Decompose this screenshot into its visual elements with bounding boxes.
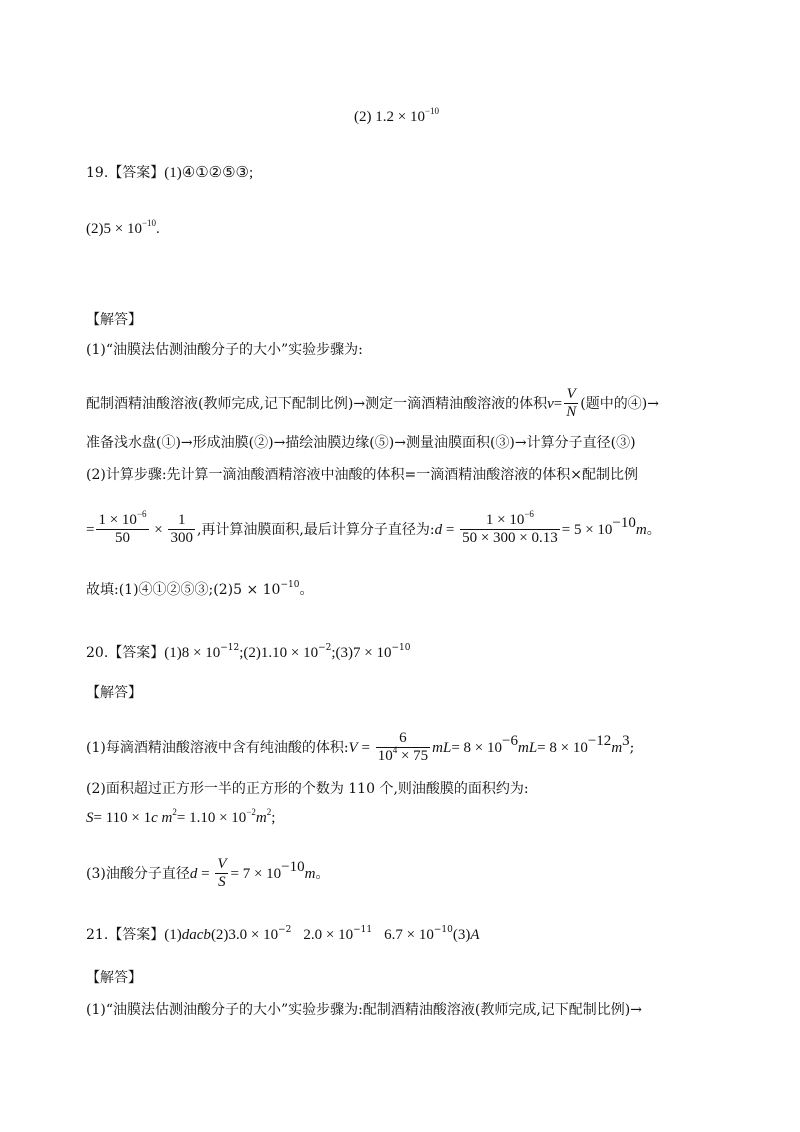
q20-line3-end: ;	[271, 810, 276, 826]
q19-line2: 配制酒精油酸溶液(教师完成,记下配制比例)→测定一滴酒精油酸溶液的体积v= $\frac{V}{N}$ (题中的④)→	[86, 386, 659, 421]
q19-line1: (1)“油膜法估测油酸分子的大小”实验步骤为:	[86, 342, 363, 358]
q20-line2: (2)面积超过正方形一半的正方形的个数为 110 个,则油酸膜的面积约为:	[86, 781, 529, 797]
q20-line1: (1)每滴酒精油酸溶液中含有纯油酸的体积:V = $\frac{6}{10^4 \times 75}$ $mL= 8 \times 10^{-6}mL= 8 \times 10^{-12}m^3$;	[86, 730, 635, 765]
q21-line1: (1)“油膜法估测油酸分子的大小”实验步骤为:配制酒精油酸溶液(教师完成,记下配制比例)→	[86, 1002, 642, 1018]
q19-frac2-den: 300	[170, 530, 193, 547]
q19-part1: (1)④①②⑤③;	[164, 165, 254, 181]
q20-line4-exp: −10	[281, 858, 305, 875]
q19-frac3-num: 1 × 10	[485, 512, 525, 528]
q19-part2-end: .	[156, 221, 160, 237]
q20-line3-b: = 1.10 × 10	[176, 810, 247, 826]
q18-part2-value: 1.2 × 10	[375, 109, 425, 125]
q20-line4-eq: = 7 × 10	[230, 865, 282, 882]
q19-line2-den: N	[566, 404, 577, 421]
q20-ans1: (1)8 × 10	[164, 645, 221, 661]
q19-part2	[86, 218, 160, 237]
q19-line5-unit: m	[635, 521, 647, 538]
q21-p1: (1)	[164, 927, 182, 943]
q21-p2c-exp: −10	[433, 925, 453, 935]
q20-line1-exp3: −12	[587, 732, 612, 749]
q18-part2	[354, 106, 440, 125]
q20-line3-cm-exp: 2	[172, 807, 177, 817]
q19-part2-value: (2)5 × 10	[86, 221, 142, 237]
q20-line4-text: (3)油酸分子直径	[86, 865, 190, 882]
q21-p3-val: A	[470, 927, 480, 943]
q19-line5-frac1	[96, 509, 148, 548]
q20-line1-num: 6	[376, 730, 430, 748]
q20-line1-u2: mL	[517, 739, 538, 756]
q20-ans3: ;(3)7 × 10	[331, 645, 392, 661]
q19-line5-end: 。	[646, 521, 661, 538]
q20-line1-text: (1)每滴酒精油酸溶液中含有纯油酸的体积:	[86, 739, 349, 756]
q19-frac2-num: 1	[168, 512, 195, 530]
q19-frac1-num: 1 × 10	[98, 512, 137, 528]
q21-p3: (3)	[452, 927, 471, 943]
q19-frac3-den: 50 × 300 × 0.13	[462, 530, 558, 547]
q19-line5-frac3	[460, 509, 560, 548]
q19-fill-text: 故填:(1)④①②⑤③;(2)5 × 10	[86, 582, 281, 598]
q19-frac3-exp: −6	[524, 509, 534, 519]
q20-line1-u1: mL	[432, 739, 452, 756]
q18-part2-label: (2)	[354, 109, 372, 125]
q21-p2-exp: −2	[278, 925, 292, 935]
q20-line3-m-exp: 2	[266, 807, 272, 817]
q18-part2-exp: −10	[424, 106, 440, 116]
q20-ans1-exp: −12	[220, 643, 240, 653]
q20-ans2: ;(2)1.10 × 10	[239, 645, 319, 661]
q20-line1-den-exp: 4	[392, 745, 398, 756]
q20-line1-u3: m	[611, 739, 623, 756]
q19-frac1-den: 50	[114, 530, 130, 547]
q20-ans2-exp: −2	[318, 643, 332, 653]
q20-solution-title: 【解答】	[86, 685, 142, 701]
q19-line5-text: ,再计算油膜面积,最后计算分子直径为:	[196, 521, 435, 538]
q20-line1-exp2: −6	[502, 732, 518, 749]
q20-line1-end: ;	[629, 739, 635, 756]
q20-line1-frac	[376, 730, 430, 766]
q20-line1-V: V	[348, 739, 358, 756]
q20-line3-b-exp: −2	[246, 807, 256, 817]
q19-line5-result-exp: −10	[612, 514, 636, 531]
q21-answer-line	[86, 925, 480, 943]
q21-p2b: 2.0 × 10	[303, 927, 354, 943]
q20-line3-cm: c m	[151, 810, 173, 826]
q20-line1-u3-exp: 3	[622, 732, 630, 749]
q20-ans3-exp: −10	[391, 643, 411, 653]
q21-p2c: 6.7 × 10	[384, 927, 434, 943]
q20-line1-den-b: × 75	[397, 748, 429, 765]
q19-line5-d: d	[434, 521, 443, 538]
q19-line4: (2)计算步骤:先计算一滴油酸酒精溶液中油酸的体积=一滴酒精油酸溶液的体积×配制比例	[86, 467, 639, 483]
q20-line1-eq3: = 8 × 10	[537, 739, 588, 756]
q21-p1-val: dacb	[181, 927, 211, 943]
q20-line3-a: = 110 × 1	[93, 810, 152, 826]
q19-line2-num: V	[564, 386, 578, 404]
q20-line4-den: S	[218, 874, 226, 891]
q21-p2: (2)3.0 × 10	[210, 927, 279, 943]
q19-line5: = $\frac{1 \times 10^{-6}}{50}$ × $\frac{1}{300}$ ,再计算油膜面积,最后计算分子直径为:d = $\frac{1 \times 10^{-6}}{50 \times 300 \times 0.13}$ = $5 \times 10^{-10}m$。	[86, 509, 661, 547]
q19-part2-exp: −10	[141, 218, 157, 228]
q19-fill-end: 。	[299, 582, 314, 598]
q20-line4-frac	[215, 856, 228, 892]
q19-line2-text: 配制酒精油酸溶液(教师完成,记下配制比例)→测定一滴酒精油酸溶液的体积	[86, 395, 548, 412]
q19-line3: 准备浅水盘(①)→形成油膜(②)→描绘油膜边缘(⑤)→测量油膜面积(③)→计算分子直径(③)	[86, 435, 636, 451]
q20-line4-end: 。	[315, 865, 330, 882]
q19-answer-line	[86, 166, 253, 181]
q19-frac1-exp: −6	[136, 509, 147, 519]
q19-fill-exp: −10	[280, 580, 300, 590]
q20-answer-line	[86, 643, 411, 661]
q20-line4: (3)油酸分子直径d = $\frac{V}{S}$ = $7 \times 10^{-10}m$。	[86, 856, 330, 891]
q20-line1-eq2: = 8 × 10	[451, 739, 503, 756]
q20-line4-d: d	[189, 865, 198, 882]
q20-line3-m: m	[255, 810, 267, 826]
q20-line4-unit: m	[304, 865, 316, 882]
q19-line2-fraction	[564, 386, 578, 422]
q19-fill	[86, 580, 314, 598]
q21-answer-head: 21.【答案】	[86, 927, 165, 943]
q19-line2-post: (题中的④)→	[580, 395, 659, 412]
q19-line5-frac2	[168, 512, 195, 548]
q19-line5-result: = 5 × 10	[561, 521, 613, 538]
q20-line3	[86, 807, 276, 826]
q21-p2b-exp: −11	[353, 925, 373, 935]
q19-answer-head: 19.【答案】	[86, 165, 165, 181]
q19-line2-v: v	[547, 395, 554, 412]
q19-solution-title: 【解答】	[86, 312, 142, 328]
q20-line4-num: V	[215, 856, 228, 874]
q20-answer-head: 20.【答案】	[86, 645, 165, 661]
q20-line3-S: S	[86, 810, 94, 826]
q21-solution-title: 【解答】	[86, 970, 142, 986]
q20-line1-den-a: 10	[377, 748, 393, 765]
